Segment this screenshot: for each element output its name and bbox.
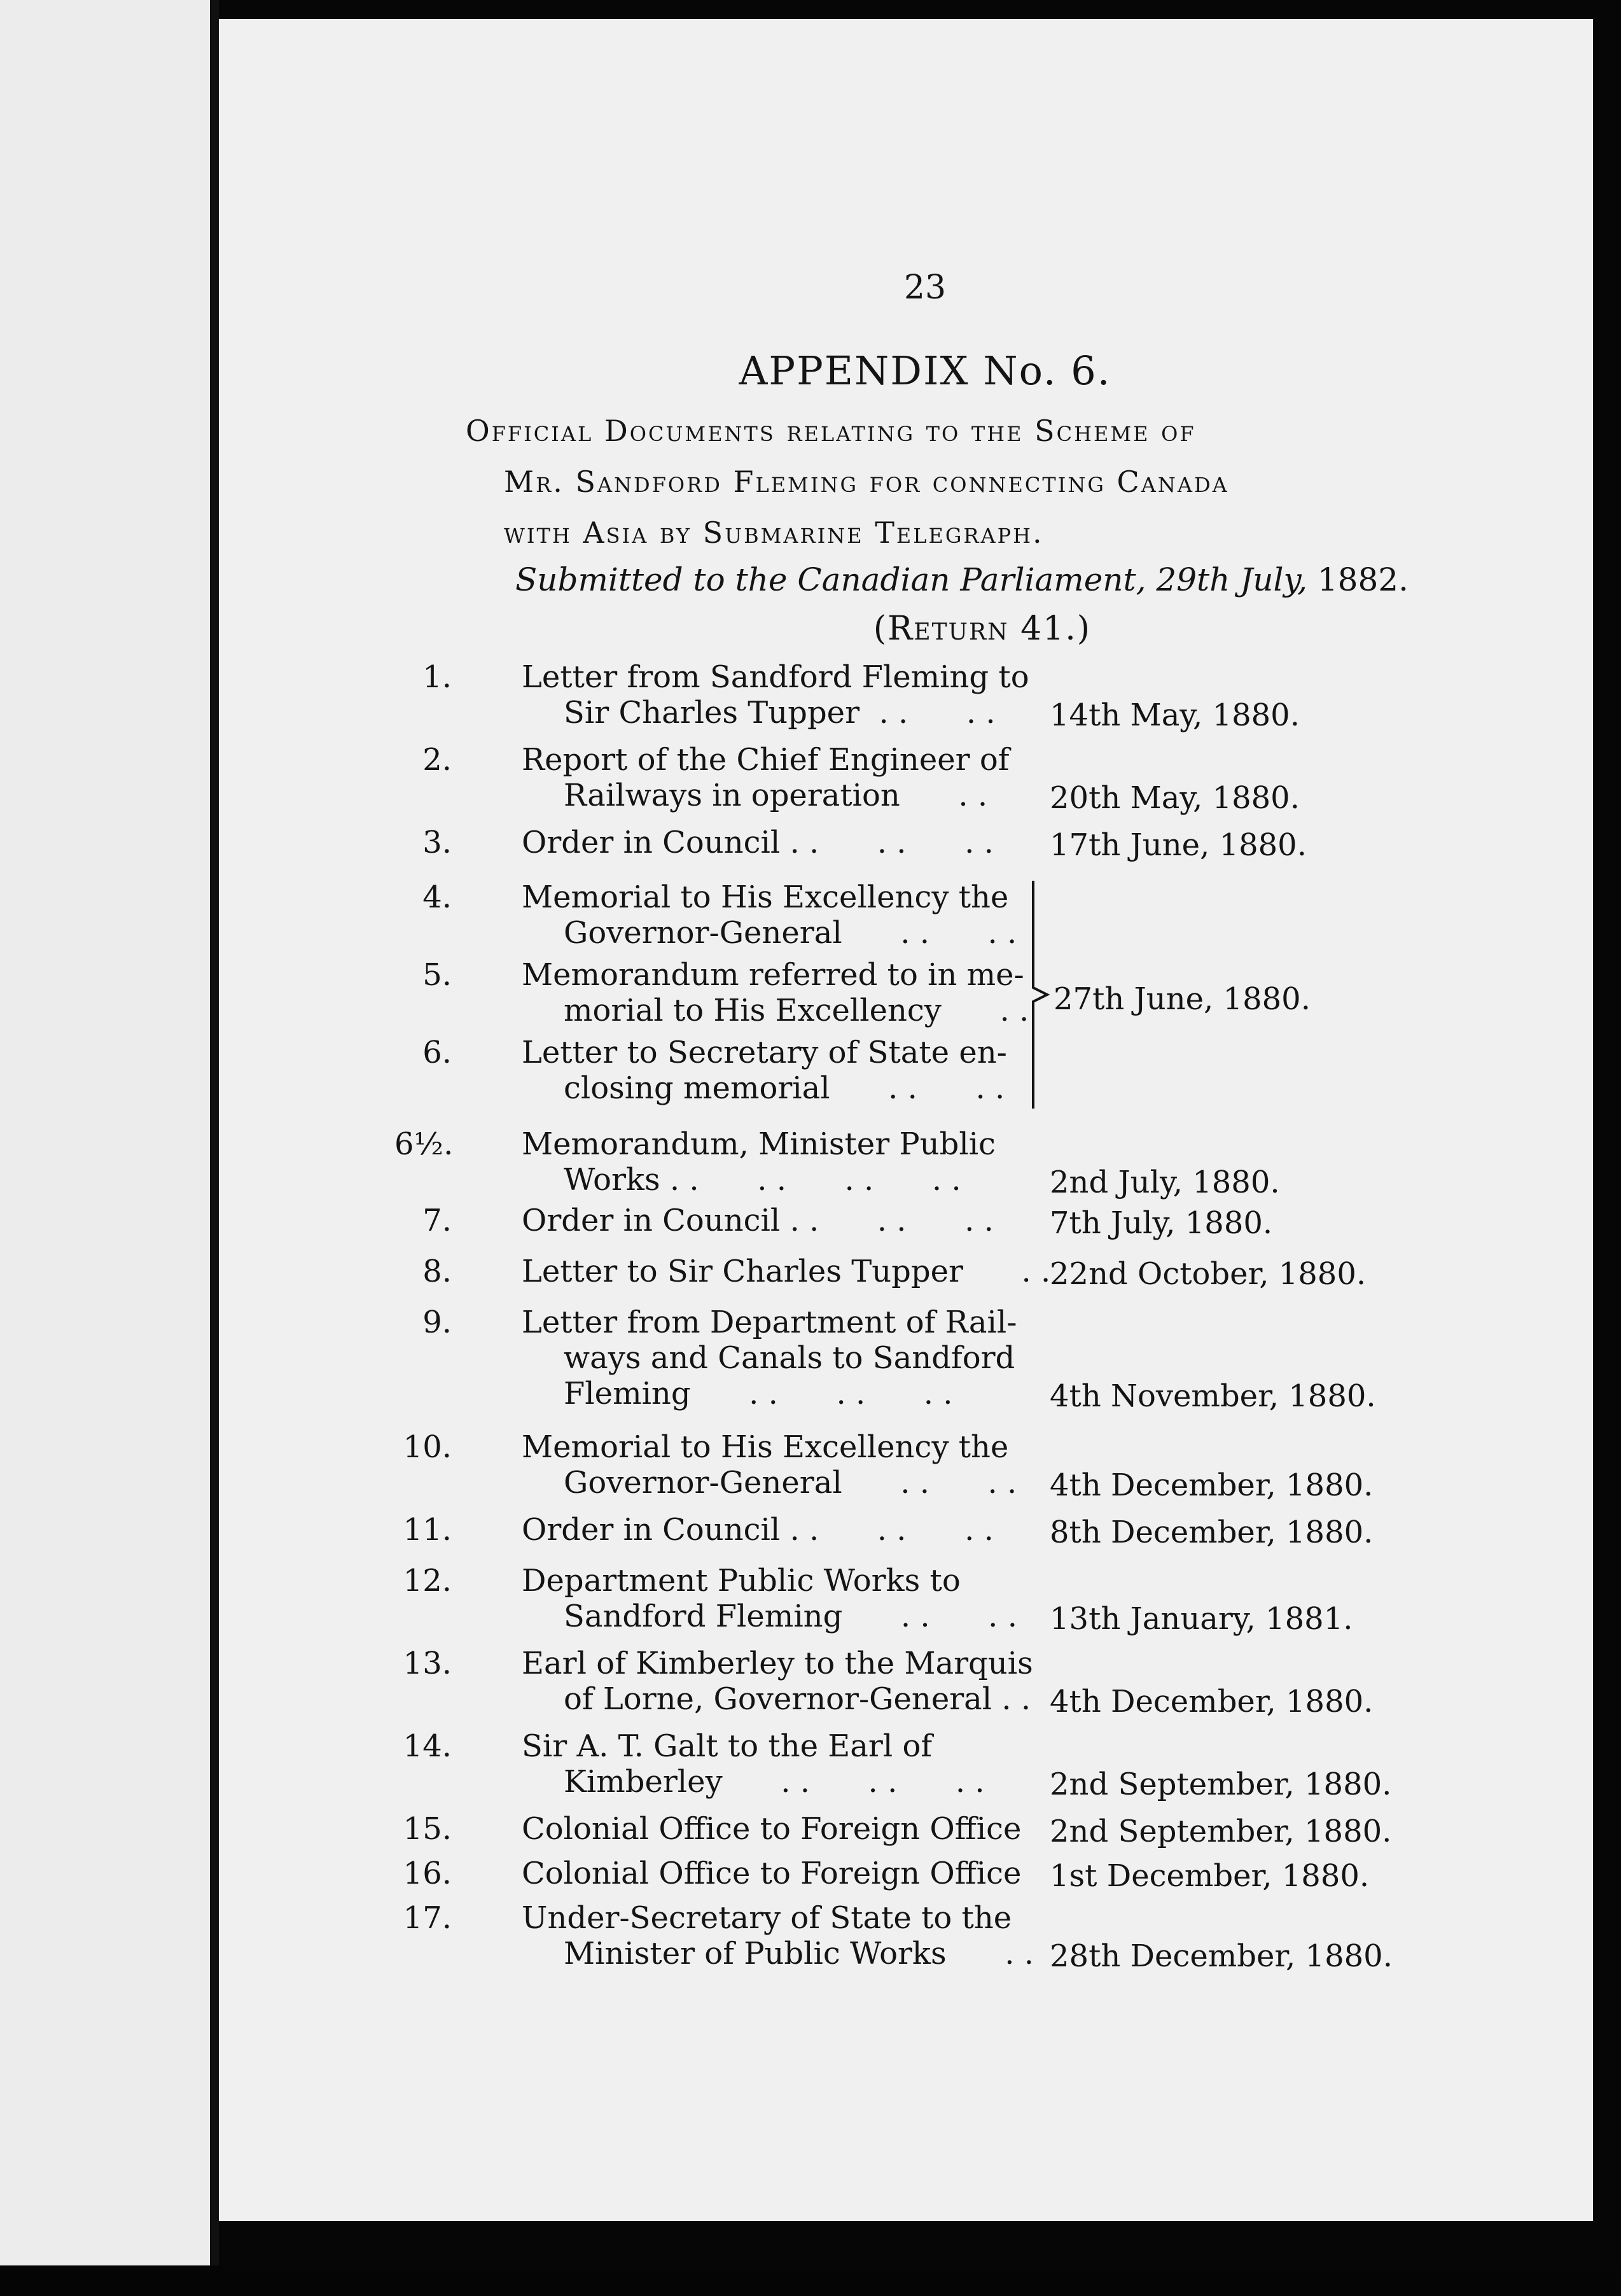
description-line: Under-Secretary of State to the bbox=[522, 1900, 1012, 1936]
document-description bbox=[522, 957, 1037, 1028]
document-date: 2nd July, 1880. bbox=[1050, 1165, 1280, 1200]
description-line: Colonial Office to Foreign Office bbox=[522, 1856, 1022, 1891]
document-description bbox=[522, 1254, 1051, 1289]
submitted-italic-text: Submitted to the Canadian Parliament, bbox=[515, 561, 1146, 598]
document-date: 20th May, 1880. bbox=[1050, 780, 1300, 816]
document-date: 22nd October, 1880. bbox=[1050, 1256, 1367, 1292]
document-entry bbox=[219, 1429, 1593, 1506]
description-line: Earl of Kimberley to the Marquis bbox=[522, 1646, 1033, 1681]
document-date: 2nd September, 1880. bbox=[1050, 1767, 1392, 1802]
document-number: 8. bbox=[422, 1254, 452, 1289]
heading-line-3: with Asia by Submarine Telegraph. bbox=[504, 515, 1044, 550]
document-number: 1. bbox=[422, 659, 452, 695]
document-list bbox=[219, 19, 1593, 2221]
document-number: 2. bbox=[422, 742, 452, 778]
document-description bbox=[522, 659, 1037, 731]
heading-line-2: Mr. Sandford Fleming for connecting Canada bbox=[504, 465, 1229, 499]
document-entry bbox=[219, 1728, 1593, 1805]
document-number: 3. bbox=[422, 825, 452, 860]
document-description bbox=[522, 1512, 1037, 1548]
document-entry bbox=[219, 1563, 1593, 1639]
description-line: of Lorne, Governor-General . . bbox=[564, 1681, 1031, 1717]
document-description bbox=[522, 1646, 1037, 1717]
document-number: 13. bbox=[403, 1646, 452, 1681]
document-description bbox=[522, 742, 1037, 813]
book-spine bbox=[210, 0, 219, 2296]
document-description bbox=[522, 1305, 1037, 1411]
document-number: 7. bbox=[422, 1203, 452, 1238]
document-number: 6½. bbox=[394, 1126, 454, 1162]
document-description bbox=[522, 1900, 1037, 1971]
description-line: Letter from Department of Rail- bbox=[522, 1305, 1017, 1340]
document-number: 5. bbox=[422, 957, 452, 993]
document-number: 10. bbox=[403, 1429, 452, 1465]
description-line: Railways in operation . . bbox=[564, 778, 988, 813]
document-description bbox=[522, 1856, 1037, 1891]
submitted-date-month: July, bbox=[1240, 561, 1307, 598]
document-description bbox=[522, 1563, 1037, 1634]
document-entry bbox=[219, 879, 1593, 956]
description-line: Memorial to His Excellency the bbox=[522, 879, 1009, 915]
description-line: Kimberley . . . . . . bbox=[564, 1764, 985, 1800]
document-date: 2nd September, 1880. bbox=[1050, 1814, 1392, 1849]
description-line: Order in Council . . . . . . bbox=[522, 825, 994, 860]
description-line: Fleming . . . . . . bbox=[564, 1376, 953, 1411]
document-number: 14. bbox=[403, 1728, 452, 1764]
description-line: Works . . . . . . . . bbox=[564, 1162, 961, 1198]
scan-bottom-edge bbox=[0, 2265, 1621, 2296]
submitted-date-day: 29th bbox=[1156, 561, 1230, 598]
date-brace-icon bbox=[1031, 879, 1052, 1110]
document-date: 1st December, 1880. bbox=[1050, 1858, 1370, 1894]
page-number: 23 bbox=[903, 269, 947, 307]
description-line: Department Public Works to bbox=[522, 1563, 961, 1599]
description-line: Governor-General . . . . bbox=[564, 1465, 1017, 1501]
document-description bbox=[522, 1203, 1037, 1238]
description-line: Memorandum referred to in me- bbox=[522, 957, 1024, 993]
bracket-date: 27th June, 1880. bbox=[1054, 981, 1311, 1017]
document-date: 8th December, 1880. bbox=[1050, 1515, 1374, 1550]
document-date: 7th July, 1880. bbox=[1050, 1205, 1273, 1241]
description-line: Governor-General . . . . bbox=[564, 915, 1017, 951]
document-entry bbox=[219, 1126, 1593, 1203]
document-entry bbox=[219, 659, 1593, 736]
document-date: 4th November, 1880. bbox=[1050, 1378, 1376, 1414]
document-description bbox=[522, 1035, 1037, 1106]
document-date: 4th December, 1880. bbox=[1050, 1684, 1374, 1719]
document-number: 17. bbox=[403, 1900, 452, 1936]
description-line: Letter to Secretary of State en- bbox=[522, 1035, 1007, 1070]
description-line: Minister of Public Works . . bbox=[564, 1936, 1034, 1971]
description-line: Order in Council . . . . . . bbox=[522, 1203, 994, 1238]
description-line: Letter from Sandford Fleming to bbox=[522, 659, 1029, 695]
document-date: 4th December, 1880. bbox=[1050, 1467, 1374, 1503]
document-date: 17th June, 1880. bbox=[1050, 827, 1307, 863]
document-date: 14th May, 1880. bbox=[1050, 697, 1300, 733]
description-line: Sir A. T. Galt to the Earl of bbox=[522, 1728, 933, 1764]
document-number: 15. bbox=[403, 1811, 452, 1847]
description-line: Sir Charles Tupper . . . . bbox=[564, 695, 996, 731]
description-line: Letter to Sir Charles Tupper . . bbox=[522, 1254, 1051, 1289]
description-line: Report of the Chief Engineer of bbox=[522, 742, 1010, 778]
document-number: 12. bbox=[403, 1563, 452, 1599]
document-number: 9. bbox=[422, 1305, 452, 1340]
submitted-year: 1882. bbox=[1317, 561, 1409, 598]
description-line: closing memorial . . . . bbox=[564, 1070, 1005, 1106]
description-line: Sandford Fleming . . . . bbox=[564, 1599, 1017, 1634]
document-description bbox=[522, 825, 1037, 860]
document-number: 11. bbox=[403, 1512, 452, 1548]
document-entry bbox=[219, 1646, 1593, 1722]
heading-line-1: Official Documents relating to the Scheme of bbox=[466, 414, 1196, 448]
description-line: Colonial Office to Foreign Office bbox=[522, 1811, 1022, 1847]
document-description bbox=[522, 1429, 1037, 1501]
description-line: ways and Canals to Sandford bbox=[564, 1340, 1015, 1376]
document-description bbox=[522, 1728, 1037, 1800]
description-line: morial to His Excellency . . bbox=[564, 993, 1029, 1028]
return-label: (Return 41.) bbox=[873, 610, 1092, 648]
document-description bbox=[522, 879, 1037, 951]
document-page bbox=[219, 19, 1593, 2221]
left-page-margin bbox=[0, 0, 210, 2296]
document-entry bbox=[219, 1305, 1593, 1414]
document-entry bbox=[219, 742, 1593, 818]
document-entry bbox=[219, 1035, 1593, 1111]
document-number: 4. bbox=[422, 879, 452, 915]
document-date: 28th December, 1880. bbox=[1050, 1938, 1393, 1974]
description-line: Memorandum, Minister Public bbox=[522, 1126, 996, 1162]
description-line: Memorial to His Excellency the bbox=[522, 1429, 1009, 1465]
document-description bbox=[522, 1811, 1037, 1847]
document-description bbox=[522, 1126, 1037, 1198]
appendix-title: APPENDIX No. 6. bbox=[739, 347, 1111, 394]
document-number: 6. bbox=[422, 1035, 452, 1070]
document-date: 13th January, 1881. bbox=[1050, 1601, 1353, 1637]
document-number: 16. bbox=[403, 1856, 452, 1891]
description-line: Order in Council . . . . . . bbox=[522, 1512, 994, 1548]
document-entry bbox=[219, 1900, 1593, 1977]
